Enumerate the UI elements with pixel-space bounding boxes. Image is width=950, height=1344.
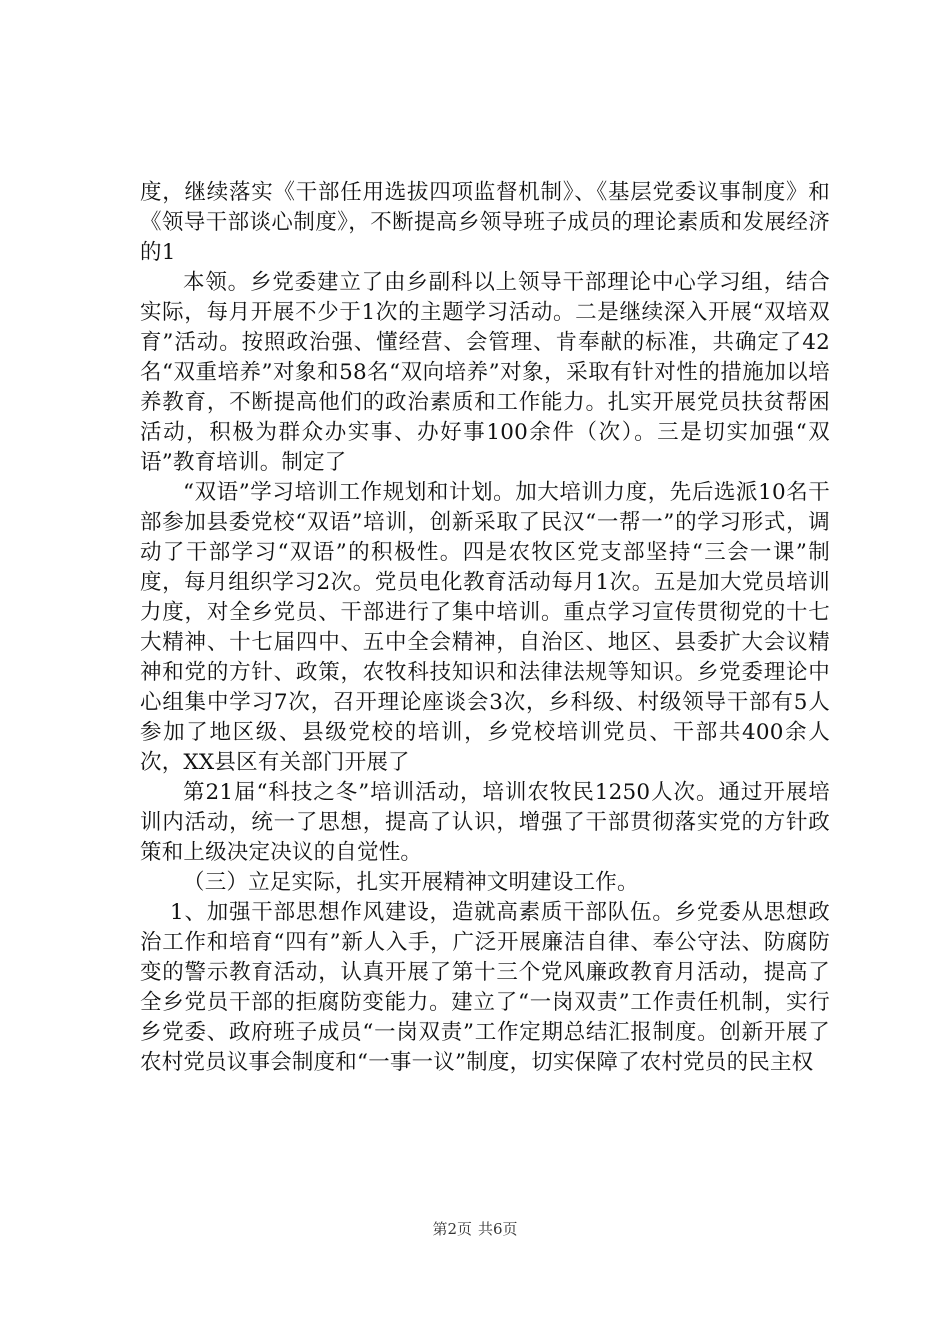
paragraph-4: 第21届“科技之冬”培训活动，培训农牧民1250人次。通过开展培训内活动，统一了思想，提高了认识，增强了干部贯彻落实党的方针政策和上级决定决议的自觉性。 <box>140 780 830 865</box>
section-heading: （三）立足实际，扎实开展精神文明建设工作。 <box>183 870 639 895</box>
paragraph-5: 1、加强干部思想作风建设，造就高素质干部队伍。乡党委从思想政治工作和培育“四有”新人入手，广泛开展廉洁自律、奉公守法、防腐防变的警示教育活动，认真开展了第十三个党风廉政教育月活动，提高了全乡党员干部的拒腐防变能力。建立了“一岗双责”工作责任机制，实行乡党委、政府班子成员“一岗双责”工作定期总结汇报制度。创新开展了农村党员议事会制度和“一事一议”制度，切实保障了农村党员的民主权 <box>140 900 830 1075</box>
paragraph-1: 度，继续落实《干部任用选拔四项监督机制》、《基层党委议事制度》和《领导干部谈心制度》，不断提高乡领导班子成员的理论素质和发展经济的1 <box>140 180 830 265</box>
paragraph-2: 本领。乡党委建立了由乡副科以上领导干部理论中心学习组，结合实际，每月开展不少于1次的主题学习活动。二是继续深入开展“双培双育”活动。按照政治强、懂经营、会管理、肯奉献的标准，共确定了42名“双重培养”对象和58名“双向培养”对象，采取有针对性的措施加以培养教育，不断提高他们的政治素质和工作能力。扎实开展党员扶贫帮困活动，积极为群众办实事、办好事100余件（次）。三是切实加强“双语”教育培训。制定了 <box>140 270 830 475</box>
page-footer <box>0 1218 950 1239</box>
document-body <box>140 178 830 1078</box>
page-total: 共6页 <box>478 1220 518 1238</box>
page-number: 第2页 <box>432 1220 472 1238</box>
paragraph-3: “双语”学习培训工作规划和计划。加大培训力度，先后选派10名干部参加县委党校“双语”培训，创新采取了民汉“一帮一”的学习形式，调动了干部学习“双语”的积极性。四是农牧区党支部坚持“三会一课”制度，每月组织学习2次。党员电化教育活动每月1次。五是加大党员培训力度，对全乡党员、干部进行了集中培训。重点学习宣传贯彻党的十七大精神、十七届四中、五中全会精神，自治区、地区、县委扩大会议精神和党的方针、政策，农牧科技知识和法律法规等知识。乡党委理论中心组集中学习7次，召开理论座谈会3次，乡科级、村级领导干部有5人参加了地区级、县级党校的培训，乡党校培训党员、干部共400余人次，XX县区有关部门开展了 <box>140 480 830 775</box>
